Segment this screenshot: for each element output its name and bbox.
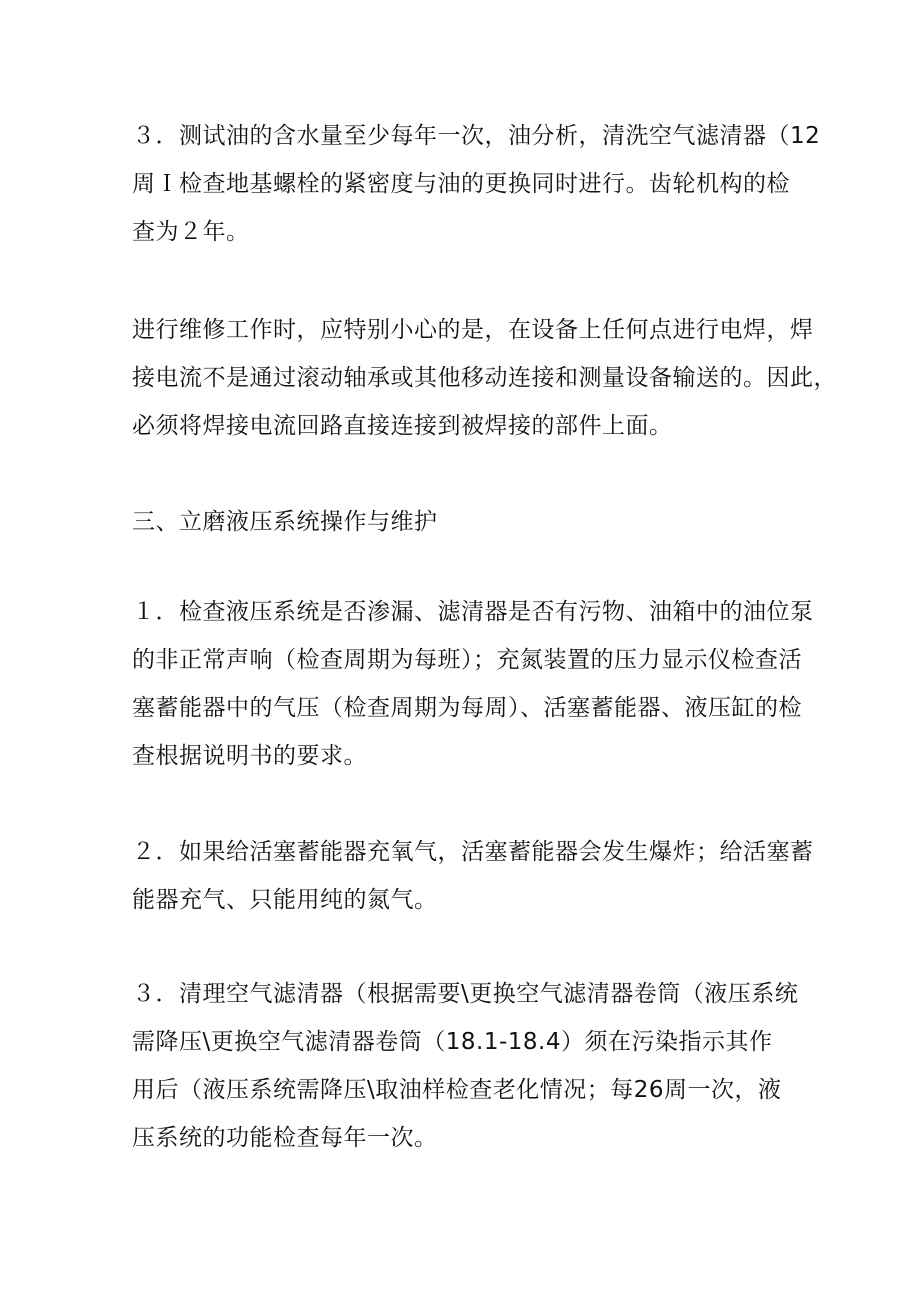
text-line: 周Ｉ检查地基螺栓的紧密度与油的更换同时进行。齿轮机构的检: [132, 171, 790, 197]
text-line: 的非正常声响（检查周期为每班）；充氮装置的压力显示仪检查活: [132, 647, 802, 673]
text-line: ３．清理空气滤清器（根据需要\更换空气滤清器卷筒（液压系统: [132, 981, 799, 1007]
section-heading: [132, 498, 802, 546]
text-line: 需降压\更换空气滤清器卷筒（18.1-18.4）须在污染指示其作: [132, 1029, 773, 1055]
text-line: 查根据说明书的要求。: [132, 743, 367, 769]
text-line: ２．如果给活塞蓄能器充氧气，活塞蓄能器会发生爆炸；给活塞蓄: [132, 839, 814, 865]
paragraph-hydraulic-item-2: [132, 828, 814, 924]
paragraph-maintenance-item-3: [132, 112, 821, 256]
text-line: １．检查液压系统是否渗漏、滤清器是否有污物、油箱中的油位泵: [132, 599, 814, 625]
text-line: 能器充气、只能用纯的氮气。: [132, 887, 438, 913]
text-line: ３．测试油的含水量至少每年一次，油分析，清洗空气滤清器（12: [132, 123, 821, 149]
paragraph-hydraulic-item-3: [132, 970, 802, 1162]
text-line: 进行维修工作时，应特别小心的是，在设备上任何点进行电焊，焊: [132, 317, 814, 343]
text-line: 查为２年。: [132, 219, 250, 245]
paragraph-hydraulic-item-1: [132, 588, 814, 780]
text-line: 用后（液压系统需降压\取油样检查老化情况；每26周一次，液: [132, 1077, 782, 1103]
text-line: 必须将焊接电流回路直接连接到被焊接的部件上面。: [132, 413, 673, 439]
text-line: 压系统的功能检查每年一次。: [132, 1125, 438, 1151]
text-line: 塞蓄能器中的气压（检查周期为每周）、活塞蓄能器、液压缸的检: [132, 695, 802, 721]
text-line: 接电流不是通过滚动轴承或其他移动连接和测量设备输送的。因此，: [132, 365, 837, 391]
heading-text: 三、立磨液压系统操作与维护: [132, 509, 438, 535]
paragraph-welding-note: [132, 306, 837, 450]
